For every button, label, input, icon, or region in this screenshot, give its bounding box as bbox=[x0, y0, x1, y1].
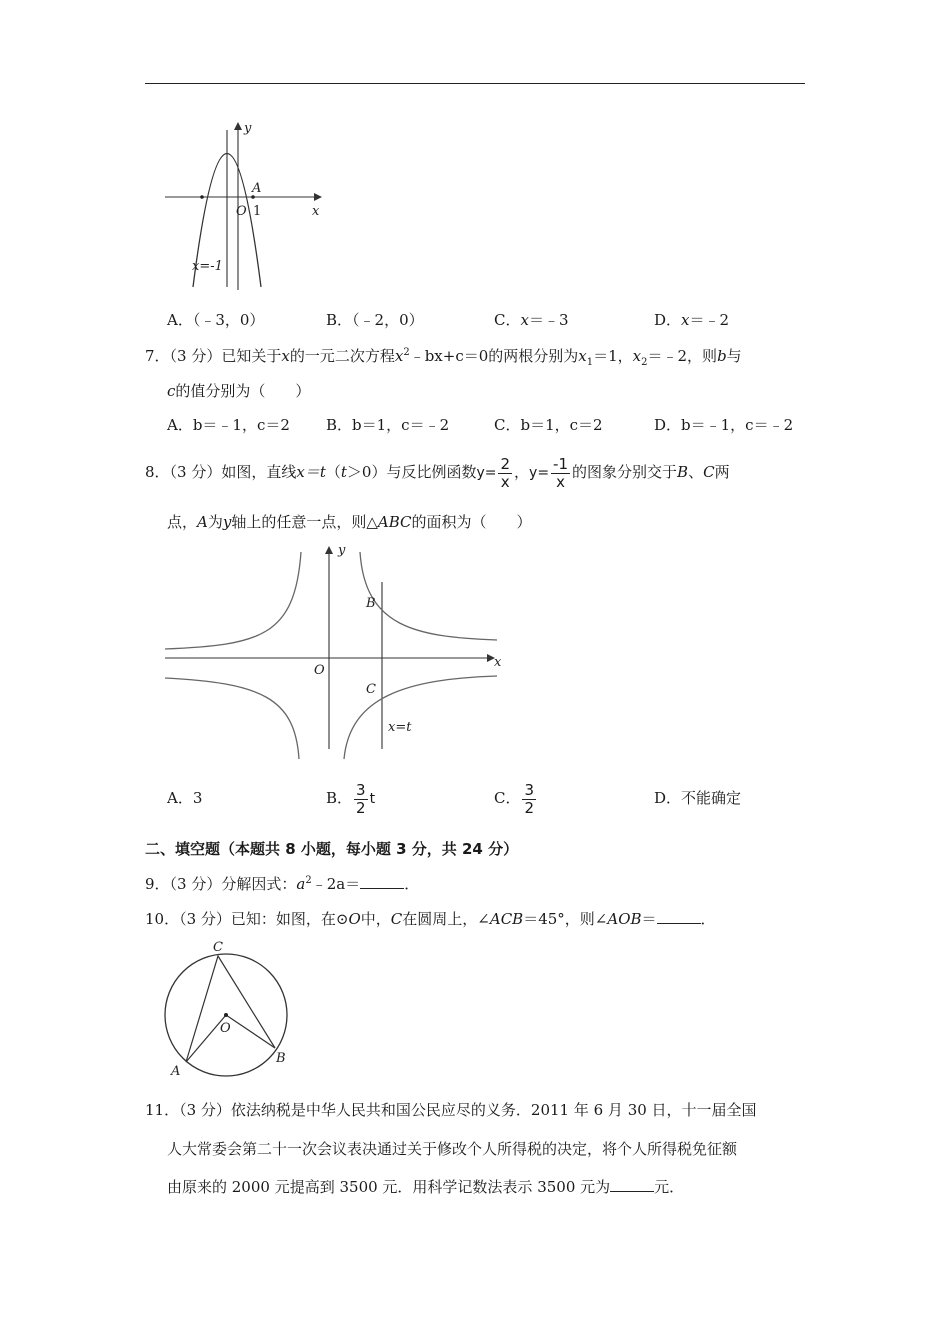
q7-stem-line1: 7．（3 分）已知关于x的一元二次方程$x^2﹣bx+c=0$的两根分别为$x_1=1$，$x_2=﹣2$，则b与 bbox=[145, 347, 742, 368]
q8-fig-x-label: x bbox=[494, 655, 502, 670]
q10-fig-B-label: B bbox=[276, 1051, 286, 1066]
q8-stem-line1: 8．（3 分）如图，直线x＝t（t＞0）与反比例函数y= $\frac{2}{x}$ ，y= $\frac{-1}{x}$ 的图象分别交于B、C两 bbox=[145, 454, 730, 491]
q7-option-a: A．b＝﹣1，c＝2 bbox=[167, 416, 290, 434]
q8-fig-C-label: C bbox=[366, 682, 376, 697]
q8-fig-O-label: O bbox=[314, 663, 325, 678]
q10-fig-C-label: C bbox=[213, 940, 223, 955]
section-2-heading: 二、填空题（本题共 8 小题，每小题 3 分，共 24 分） bbox=[145, 840, 519, 858]
q6-fig-axis-line-label: x=-1 bbox=[192, 259, 223, 274]
q6-fig-x-label: x bbox=[312, 204, 320, 219]
q10-fig-O-label: O bbox=[220, 1021, 231, 1036]
q6-fig-A-label: A bbox=[252, 181, 262, 196]
q8-fraction-2-over-x: $\frac{2}{x}$ bbox=[500, 454, 511, 491]
q8-option-b: B． $\frac{3}{2}$ t bbox=[326, 780, 376, 817]
q6-option-c: C．x＝﹣3 bbox=[494, 311, 569, 329]
q6-parabola-figure bbox=[160, 115, 340, 295]
q8-fig-y-label: y bbox=[338, 543, 346, 558]
q6-fig-y-label: y bbox=[244, 121, 252, 136]
q8-option-c: C． $\frac{3}{2}$ bbox=[494, 780, 535, 817]
q7-option-d: D．b＝﹣1，c＝﹣2 bbox=[654, 416, 794, 434]
q7-option-b: B．b＝1，c＝﹣2 bbox=[326, 416, 450, 434]
q8-option-d: D．不能确定 bbox=[654, 789, 742, 807]
q6-option-d: D．x＝﹣2 bbox=[654, 311, 730, 329]
q6-fig-one-label: 1 bbox=[253, 204, 262, 219]
q11-stem-line1: 11．（3 分）依法纳税是中华人民共和国公民应尽的义务．2011 年 6 月 30 日，十一届全国 bbox=[145, 1101, 757, 1119]
q7-option-c: C．b＝1，c＝2 bbox=[494, 416, 603, 434]
q6-fig-O-label: O bbox=[236, 204, 247, 219]
q8-fraction-neg1-over-x: $\frac{-1}{x}$ bbox=[553, 454, 569, 491]
q8-fig-line-label: x=t bbox=[388, 720, 412, 735]
q9-stem: 9．（3 分）分解因式：$a^2﹣2a=$ ． bbox=[145, 875, 420, 893]
q7-stem-line2: c的值分别为（ ） bbox=[167, 382, 311, 400]
q8-option-a: A．3 bbox=[167, 789, 203, 807]
q6-option-a: A．（﹣3，0） bbox=[167, 311, 265, 329]
header-rule bbox=[145, 83, 805, 84]
q11-answer-blank[interactable] bbox=[610, 1177, 654, 1192]
q10-circle-figure bbox=[158, 935, 298, 1080]
q10-answer-blank[interactable] bbox=[657, 909, 701, 924]
q8-option-b-fraction: $\frac{3}{2}$ bbox=[356, 780, 366, 817]
q8-stem-line2: 点，A为y轴上的任意一点，则△ABC的面积为（ ） bbox=[167, 513, 532, 531]
q9-answer-blank[interactable] bbox=[360, 874, 404, 889]
q6-option-b: B．（﹣2，0） bbox=[326, 311, 424, 329]
q8-hyperbola-figure bbox=[160, 537, 510, 767]
q8-option-c-fraction: $\frac{3}{2}$ bbox=[524, 780, 535, 817]
q11-stem-line2: 人大常委会第二十一次会议表决通过关于修改个人所得税的决定，将个人所得税免征额 bbox=[167, 1140, 738, 1158]
q11-stem-line3: 由原来的 2000 元提高到 3500 元．用科学记数法表示 3500 元为 元． bbox=[167, 1178, 685, 1196]
q10-stem: 10．（3 分）已知：如图，在⊙O中，C在圆周上，∠ACB＝45°，则∠AOB＝ ． bbox=[145, 910, 716, 928]
q8-fig-B-label: B bbox=[366, 596, 376, 611]
q10-fig-A-label: A bbox=[171, 1064, 181, 1079]
